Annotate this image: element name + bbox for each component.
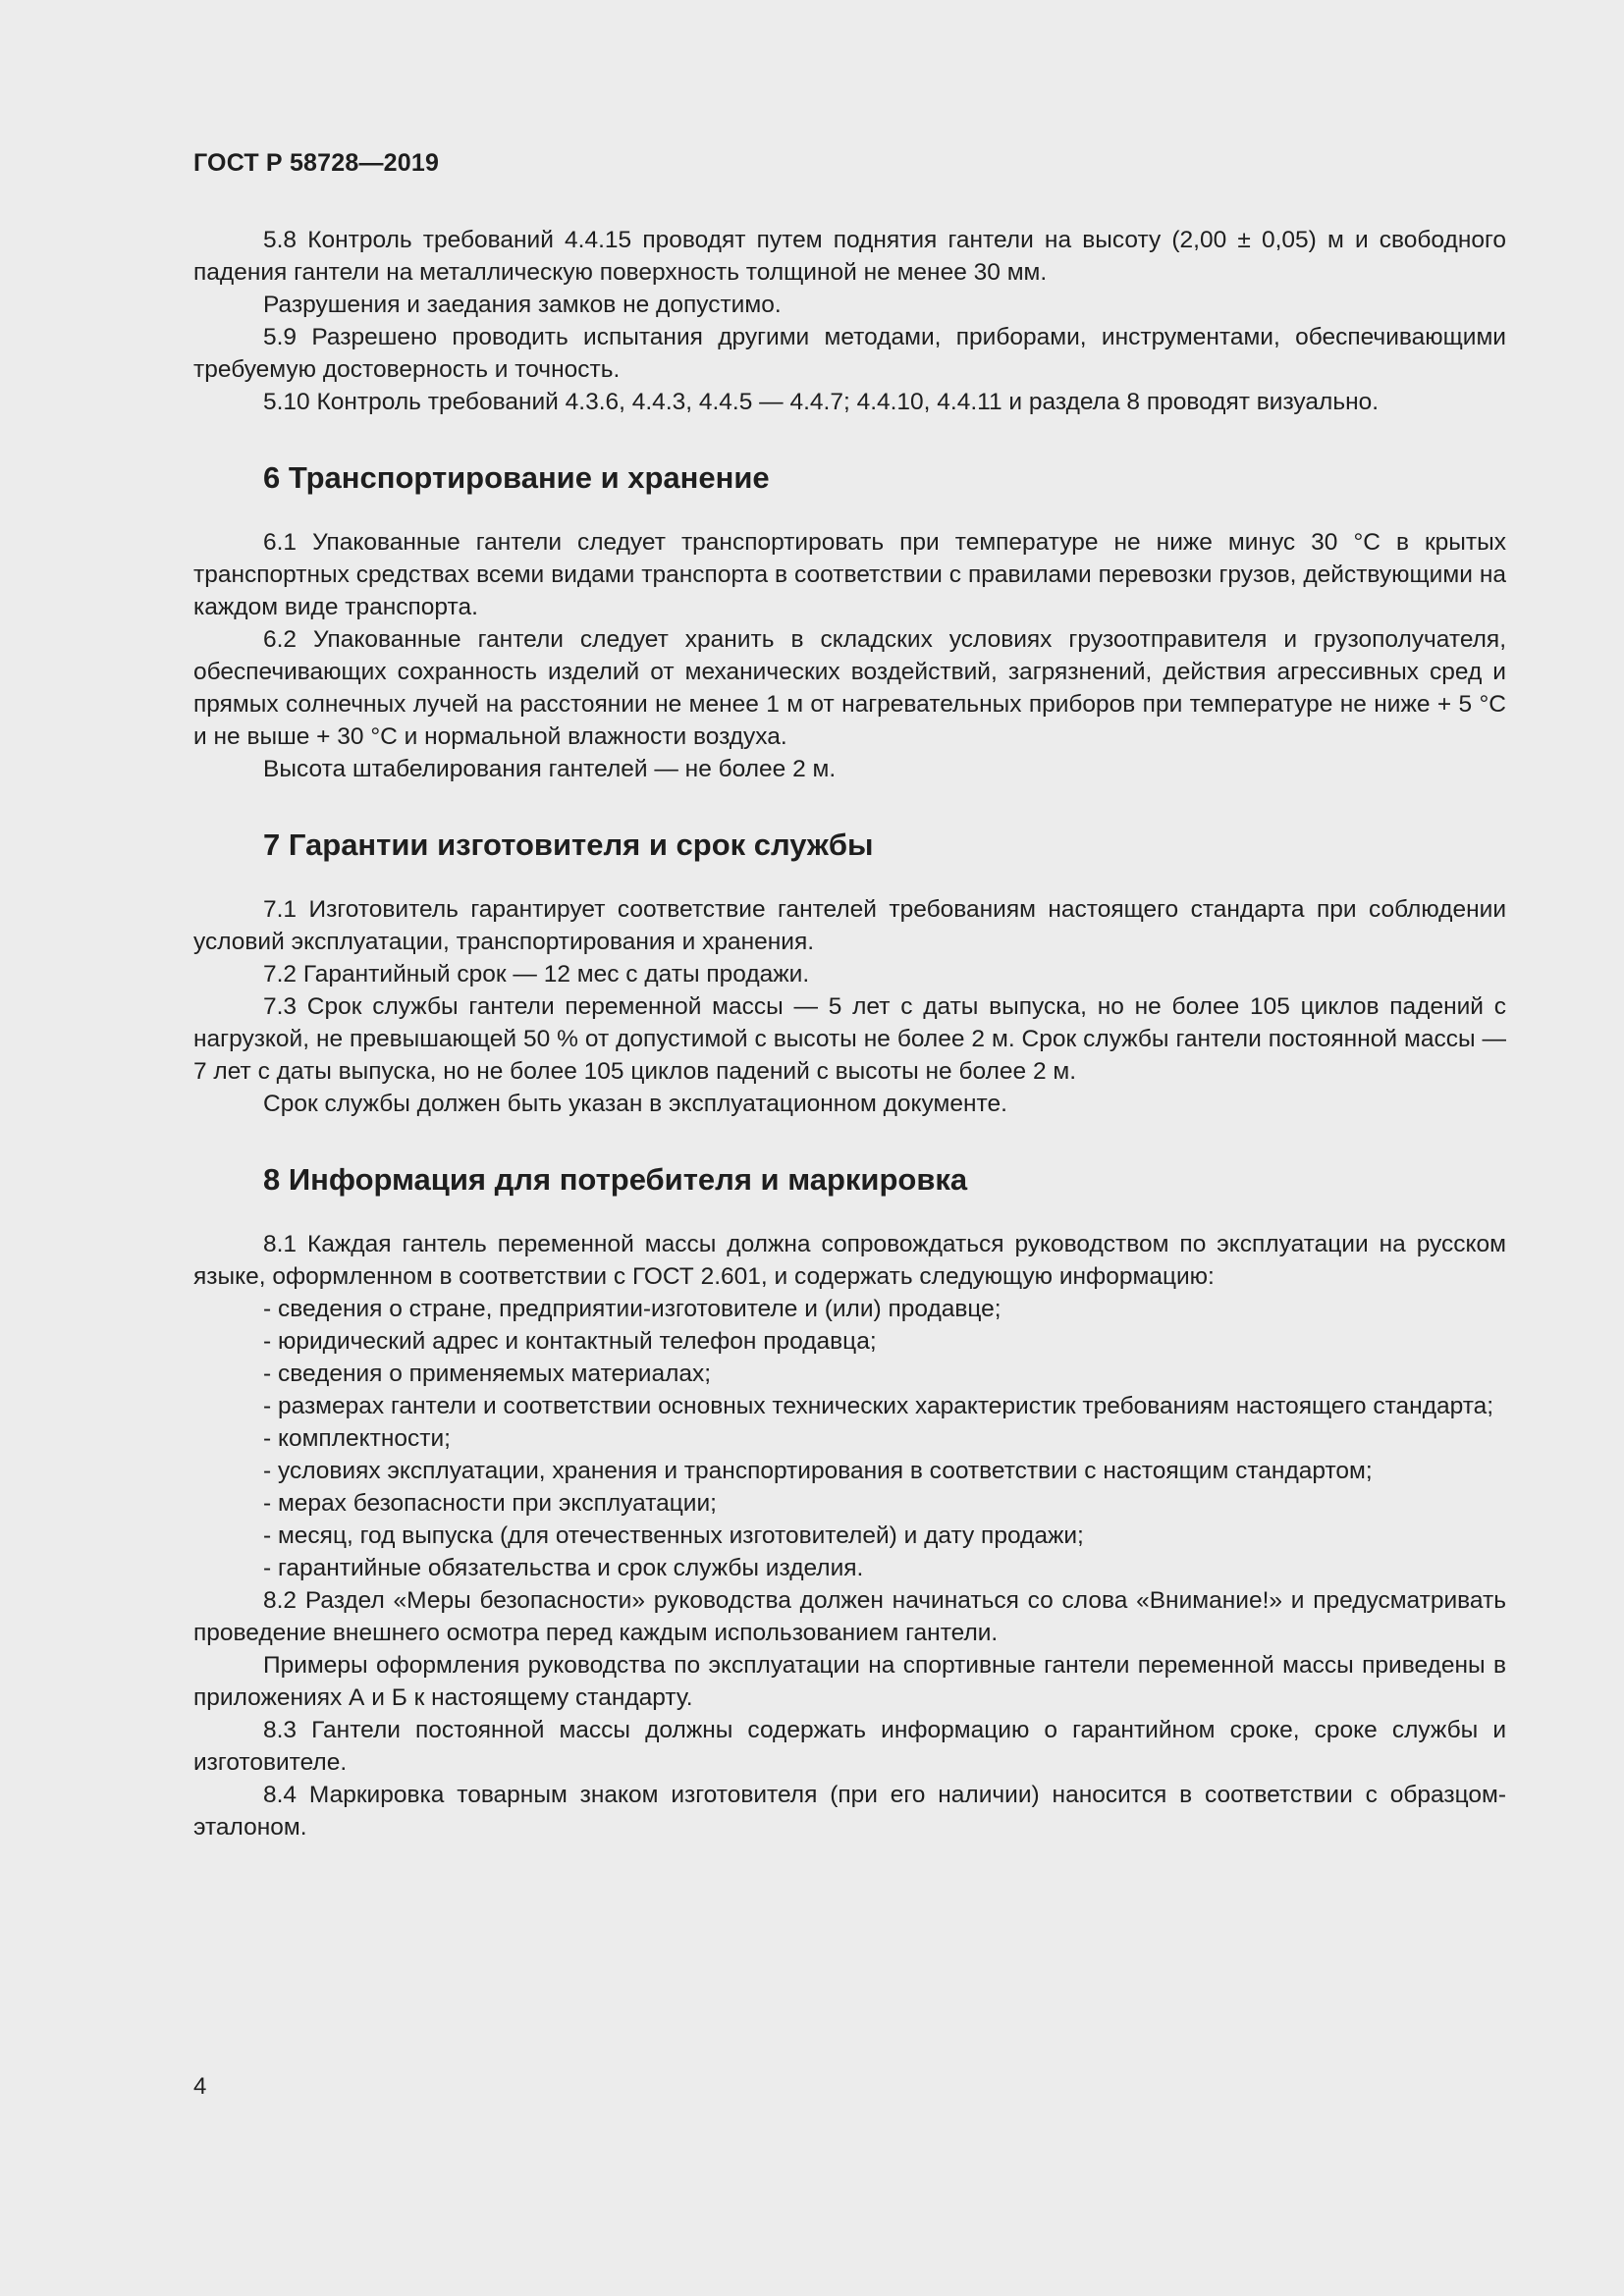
section-6-title: 6 Транспортирование и хранение (263, 460, 770, 495)
list-item: - юридический адрес и контактный телефон продавца; (263, 1328, 877, 1355)
list-item: - месяц, год выпуска (для отечественных изготовителей) и дату продажи; (263, 1522, 1084, 1549)
section-8-title: 8 Информация для потребителя и маркировка (263, 1162, 968, 1197)
list-item: - мерах безопасности при эксплуатации; (263, 1490, 717, 1517)
paragraph-8-1: 8.1 Каждая гантель переменной массы должна сопровождаться руководством по эксплуатации на русском языке, оформленном в соответствии с ГОСТ 2.601, и содержать следующую информацию: (193, 1231, 1506, 1290)
list-item: - гарантийные обязательства и срок службы изделия. (263, 1555, 864, 1581)
document-body (193, 224, 1506, 1843)
paragraph-6-2-note: Высота штабелирования гантелей — не более 2 м. (263, 756, 837, 782)
list-item: - сведения о стране, предприятии-изготовителе и (или) продавце; (263, 1296, 1001, 1322)
page-number: 4 (193, 2073, 207, 2100)
paragraph-7-1: 7.1 Изготовитель гарантирует соответствие гантелей требованиям настоящего стандарта при соблюдении условий эксплуатации, транспортирования и хранения. (193, 896, 1506, 955)
list-item: - комплектности; (263, 1425, 451, 1452)
list-item: - сведения о применяемых материалах; (263, 1361, 712, 1387)
paragraph-8-3: 8.3 Гантели постоянной массы должны содержать информацию о гарантийном сроке, сроке службы и изготовителе. (193, 1717, 1506, 1776)
paragraph-8-4: 8.4 Маркировка товарным знаком изготовителя (при его наличии) наносится в соответствии с образцом-эталоном. (193, 1782, 1506, 1841)
paragraph-5-9: 5.9 Разрешено проводить испытания другими методами, приборами, инструментами, обеспечивающими требуемую достоверность и точность. (193, 324, 1506, 383)
paragraph-5-8: 5.8 Контроль требований 4.4.15 проводят путем поднятия гантели на высоту (2,00 ± 0,05) м и свободного падения гантели на металлическую поверхность толщиной не менее 30 мм. (193, 227, 1506, 286)
document-header: ГОСТ Р 58728—2019 (193, 149, 440, 177)
paragraph-8-2-note: Примеры оформления руководства по эксплуатации на спортивные гантели переменной массы приведены в приложениях А и Б к настоящему стандарту. (193, 1652, 1506, 1711)
paragraph-6-1: 6.1 Упакованные гантели следует транспортировать при температуре не ниже минус 30 °С в крытых транспортных средствах всеми видами транспорта в соответствии с правилами перевозки грузов, действующими на каждом виде транспорта. (193, 529, 1506, 620)
list-item: - размерах гантели и соответствии основных технических характеристик требованиям настоящего стандарта; (263, 1393, 1494, 1419)
paragraph-6-2: 6.2 Упакованные гантели следует хранить в складских условиях грузоотправителя и грузополучателя, обеспечивающих сохранность изделий от механических воздействий, загрязнений, действия агрессивных сред и прямых солнечных лучей на расстоянии не менее 1 м от нагревательных приборов при температуре не ниже + 5 °С и не выше + 30 °С и нормальной влажности воздуха. (193, 626, 1506, 750)
paragraph-5-10: 5.10 Контроль требований 4.3.6, 4.4.3, 4.4.5 — 4.4.7; 4.4.10, 4.4.11 и раздела 8 проводят визуально. (263, 389, 1380, 415)
paragraph-7-3: 7.3 Срок службы гантели переменной массы — 5 лет с даты выпуска, но не более 105 циклов падений с нагрузкой, не превышающей 50 % от допустимой с высоты не более 2 м. Срок службы гантели постоянной массы — 7 лет с даты выпуска, но не более 105 циклов падений с высоты не более 2 м. (193, 993, 1506, 1085)
paragraph-8-2: 8.2 Раздел «Меры безопасности» руководства должен начинаться со слова «Внимание!» и предусматривать проведение внешнего осмотра перед каждым использованием гантели. (193, 1587, 1506, 1646)
paragraph-7-3-note: Срок службы должен быть указан в эксплуатационном документе. (263, 1091, 1007, 1117)
list-item: - условиях эксплуатации, хранения и транспортирования в соответствии с настоящим стандартом; (263, 1458, 1373, 1484)
paragraph-7-2: 7.2 Гарантийный срок — 12 мес с даты продажи. (263, 961, 810, 988)
section-7-title: 7 Гарантии изготовителя и срок службы (263, 828, 874, 862)
paragraph-5-8-note: Разрушения и заедания замков не допустимо. (263, 292, 782, 318)
